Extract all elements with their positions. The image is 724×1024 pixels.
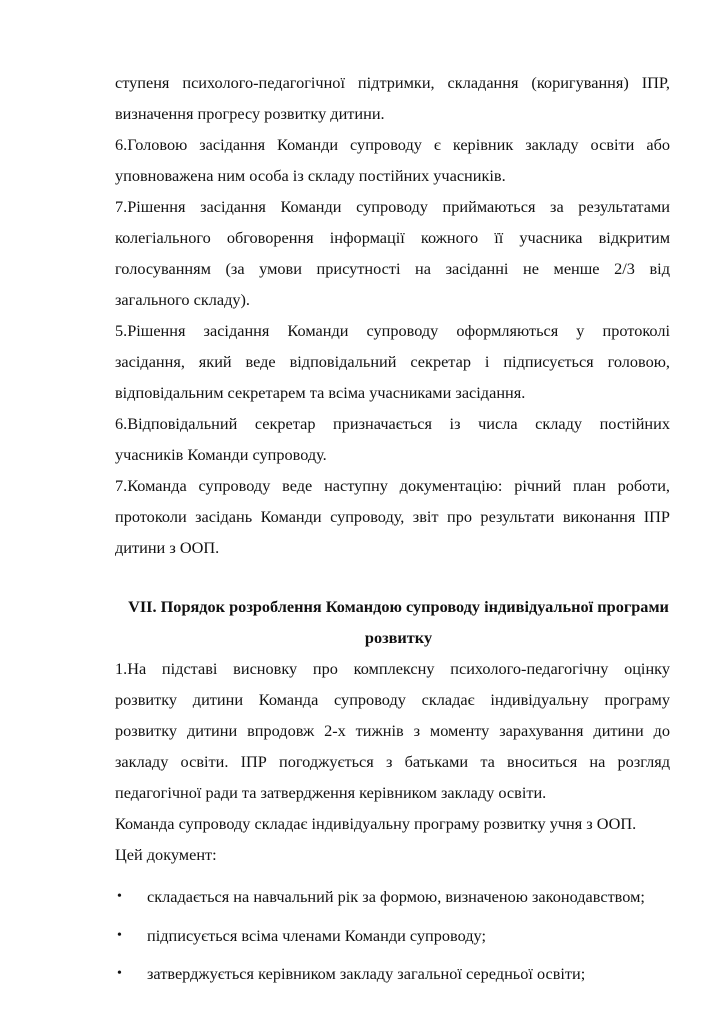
bullet-icon: • (117, 966, 122, 981)
text-line: визначення прогресу розвитку дитини. (115, 104, 385, 123)
text-line: розвитку дитини Команда супроводу складає індивідуальну програму (115, 690, 670, 709)
text-line: 6.Відповідальний секретар призначається із числа складу постійних (115, 414, 670, 433)
text-line: 7.Рішення засідання Команди супроводу приймаються за результатами (115, 197, 670, 216)
bullet-text: підписується всіма членами Команди супроводу; (147, 925, 487, 945)
text-line: голосуванням (за умови присутності на засіданні не менше 2/3 від (115, 259, 670, 278)
bullet-icon: • (117, 889, 122, 904)
text-line: дитини з ООП. (115, 538, 220, 557)
paragraph-continued (115, 67, 670, 129)
bullet-item (115, 917, 670, 956)
bullet-item (115, 878, 670, 917)
section-heading-line: розвитку (364, 628, 433, 647)
bullet-list (115, 878, 670, 994)
text-line: розвитку дитини впродовж 2-х тижнів з моменту зарахування дитини до (115, 721, 670, 740)
paragraph-6-head (115, 129, 670, 191)
text-line: педагогічної ради та затвердження керівником закладу освіти. (115, 783, 547, 802)
text-line: Команда супроводу складає індивідуальну програму розвитку учня з ООП. (115, 814, 637, 833)
text-line: уповноважена ним особа із складу постійних учасників. (115, 166, 506, 185)
text-line: загального складу). (115, 290, 250, 309)
document-page (115, 67, 670, 994)
text-line: ступеня психолого-педагогічної підтримки, складання (коригування) ІПР, (115, 73, 670, 92)
text-line: 7.Команда супроводу веде наступну документацію: річний план роботи, (115, 476, 670, 495)
bullet-text: складається на навчальний рік за формою, визначеною законодавством; (147, 887, 645, 906)
text-line: учасників Команди супроводу. (115, 445, 327, 464)
paragraph-1-basis (115, 653, 670, 808)
section-gap (115, 563, 670, 591)
text-line: закладу освіти. ІПР погоджується з батьками та вноситься на розгляд (115, 752, 670, 771)
text-line: протоколи засідань Команди супроводу, звіт про результати виконання ІПР (115, 507, 670, 526)
bullet-item (115, 955, 670, 994)
text-line: 5.Рішення засідання Команди супроводу оформляються у протоколі (115, 321, 670, 340)
bullet-icon: • (117, 927, 122, 943)
paragraph-7-decisions (115, 191, 670, 315)
text-line: колегіального обговорення інформації кожного її учасника відкритим (115, 228, 670, 247)
paragraph-7-documentation (115, 470, 670, 563)
section-heading (115, 591, 670, 653)
text-line: Цей документ: (115, 845, 217, 864)
paragraph-5-protocol (115, 315, 670, 408)
text-line: відповідальним секретарем та всіма учасниками засідання. (115, 383, 526, 402)
text-line: засідання, який веде відповідальний секретар і підписується головою, (115, 352, 670, 371)
bullet-text: затверджується керівником закладу загальної середньої освіти; (147, 964, 586, 983)
paragraph-6-secretary (115, 408, 670, 470)
paragraph-team-compiles (115, 808, 670, 870)
text-line: 1.На підставі висновку про комплексну психолого-педагогічну оцінку (115, 659, 670, 678)
text-line: 6.Головою засідання Команди супроводу є керівник закладу освіти або (115, 135, 670, 154)
section-heading-line: VII. Порядок розроблення Командою супроводу індивідуальної програми (128, 597, 669, 616)
